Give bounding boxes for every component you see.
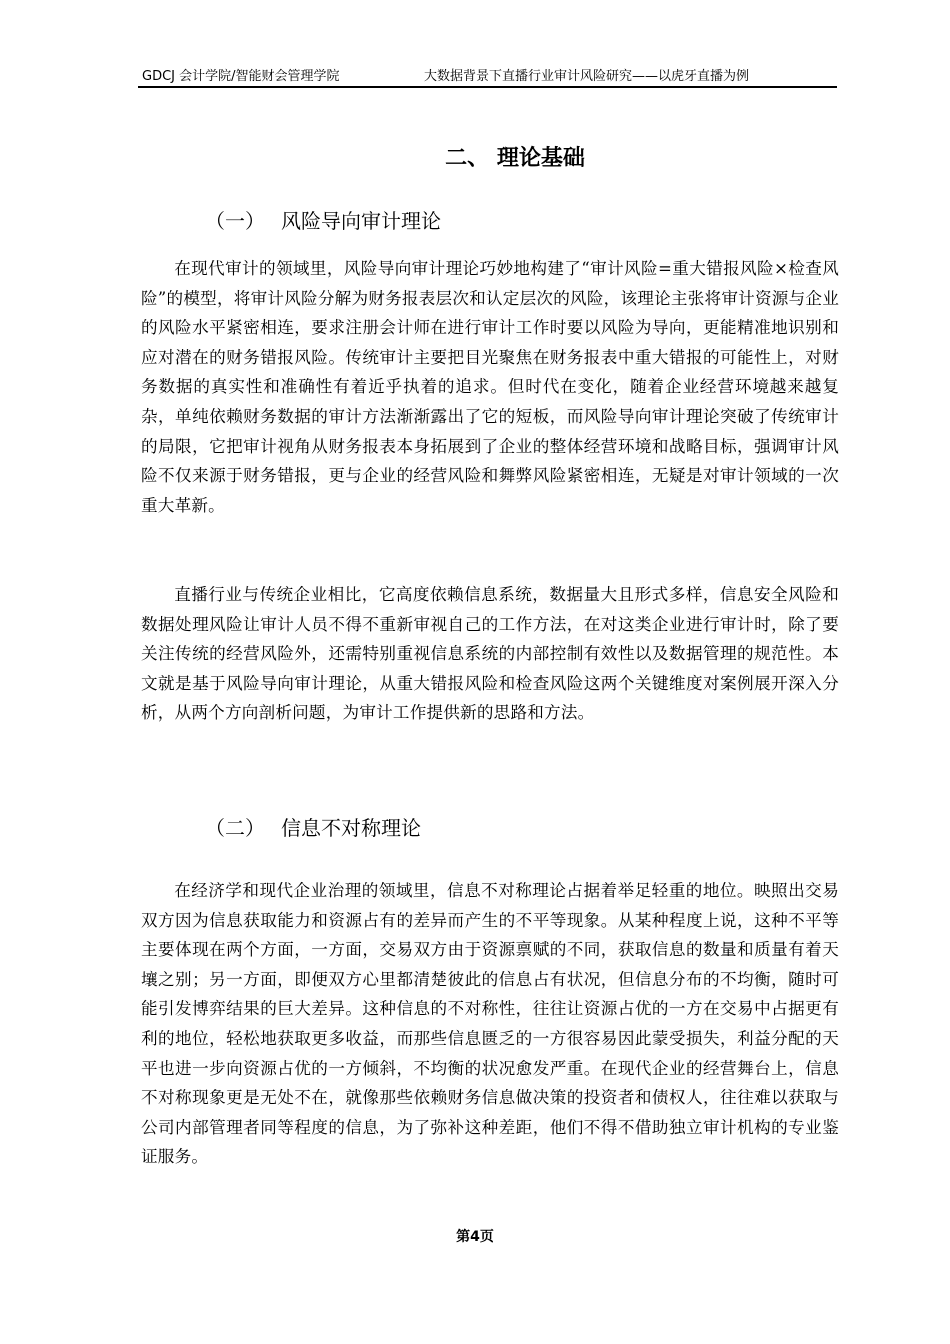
- running-header: [140, 68, 837, 86]
- header-rule: [138, 86, 837, 88]
- section-title: 信息不对称理论: [281, 816, 421, 840]
- paragraph: 在现代审计的领域里，风险导向审计理论巧妙地构建了“审计风险=重大错报风险×检查风险”的模型，将审计风险分解为财务报表层次和认定层次的风险，该理论主张将审计资源与企业的风险水平紧密相连，要求注册会计师在进行审计工作时要以风险为导向，更能精准地识别和应对潜在的财务错报风险。传统审计主要把目光聚焦在财务报表中重大错报的可能性上，对财务数据的真实性和准确性有着近乎执着的追求。但时代在变化，随着企业经营环境越来越复杂，单纯依赖财务数据的审计方法渐渐露出了它的短板，而风险导向审计理论突破了传统审计的局限，它把审计视角从财务报表本身拓展到了企业的整体经营环境和战略目标，强调审计风险不仅来源于财务错报，更与企业的经营风险和舞弊风险紧密相连，无疑是对审计领域的一次重大革新。: [141, 259, 839, 515]
- paragraph: 直播行业与传统企业相比，它高度依赖信息系统，数据量大且形式多样，信息安全风险和数据处理风险让审计人员不得不重新审视自己的工作方法，在对这类企业进行审计时，除了要关注传统的经营风险外，还需特别重视信息系统的内部控制有效性以及数据管理的规范性。本文就是基于风险导向审计理论，从重大错报风险和检查风险这两个关键维度对案例展开深入分析，从两个方向剖析问题，为审计工作提供新的思路和方法。: [141, 585, 839, 723]
- page-number: 第4页: [456, 1229, 494, 1245]
- paragraph: 在经济学和现代企业治理的领域里，信息不对称理论占据着举足轻重的地位。映照出交易双方因为信息获取能力和资源占有的差异而产生的不平等现象。从某种程度上说，这种不平等主要体现在两个方面，一方面，交易双方由于资源禀赋的不同，获取信息的数量和质量有着天壤之别；另一方面，即便双方心里都清楚彼此的信息占有状况，但信息分布的不均衡，随时可能引发博弈结果的巨大差异。这种信息的不对称性，往往让资源占优的一方在交易中占据更有利的地位，轻松地获取更多收益，而那些信息匮乏的一方很容易因此蒙受损失，利益分配的天平也进一步向资源占优的一方倾斜，不均衡的状况愈发严重。在现代企业的经营舞台上，信息不对称现象更是无处不在，就像那些依赖财务信息做决策的投资者和债权人，往往难以获取与公司内部管理者同等程度的信息，为了弥补这种差距，他们不得不借助独立审计机构的专业鉴证服务。: [141, 881, 839, 1167]
- header-institution: GDCJ 会计学院/智能财会管理学院: [142, 69, 340, 84]
- header-thesis-title: 大数据背景下直播行业审计风险研究——以虎牙直播为例: [424, 69, 750, 84]
- section-title: 风险导向审计理论: [281, 209, 441, 233]
- section-heading-1: [205, 206, 441, 236]
- section-heading-2: [205, 813, 421, 843]
- section-number: （二）: [205, 816, 265, 840]
- chapter-title: 二、 理论基础: [445, 146, 585, 171]
- section-number: （一）: [205, 209, 265, 233]
